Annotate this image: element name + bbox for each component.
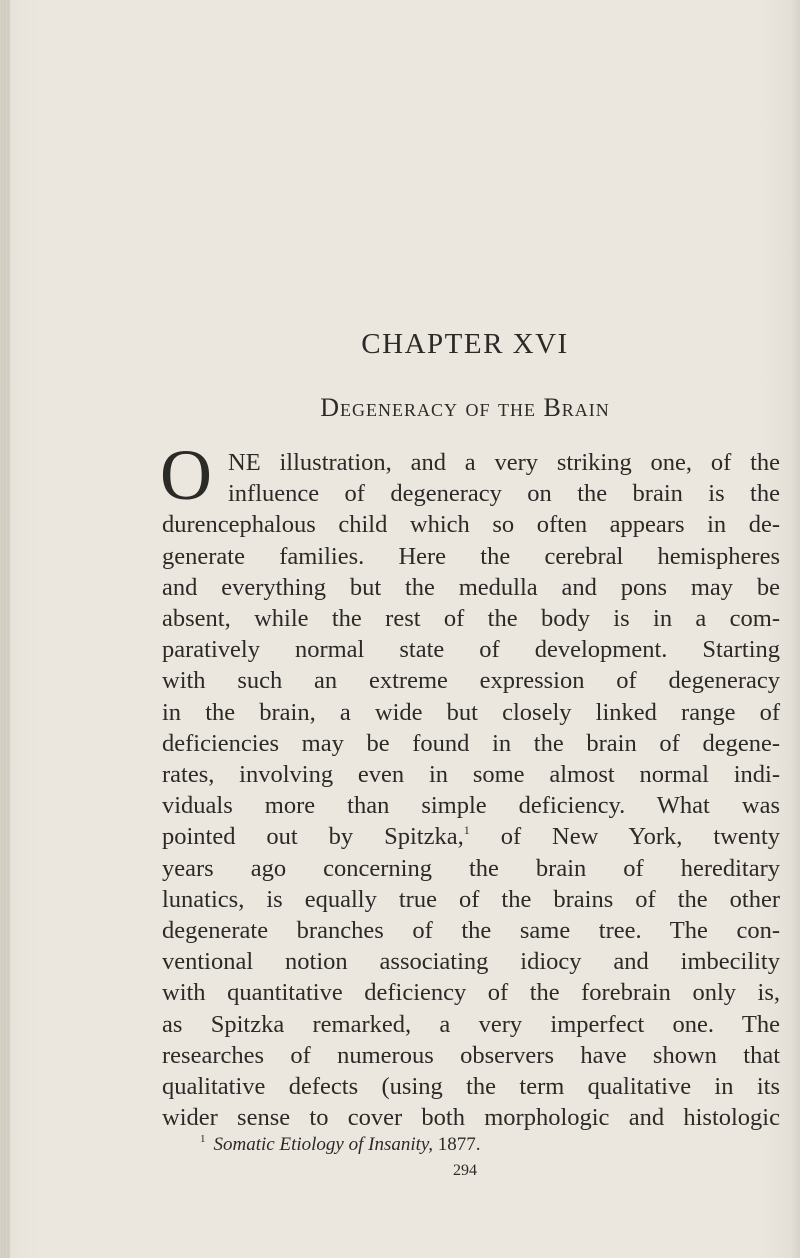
text-line: NE illustration, and a very striking one, of the (228, 449, 780, 476)
text-line: rates, involving even in some almost normal indi- (162, 761, 780, 789)
text-line: influence of degeneracy on the brain is the (228, 480, 780, 508)
text-line: as Spitzka remarked, a very imperfect one. The (162, 1010, 780, 1038)
section-title: Degeneracy of the Brain (320, 393, 610, 422)
text-line: lunatics, is equally true of the brains of the other (162, 885, 780, 913)
text-line: pointed out by Spitzka,$^1$ of New York, twenty (162, 823, 781, 851)
drop-cap: O (160, 435, 212, 515)
book-gutter (0, 0, 10, 1258)
body-paragraph (162, 447, 780, 1133)
text-line: generate families. Here the cerebral hemispheres (162, 542, 780, 570)
footnote-year: 1877. (437, 1134, 481, 1155)
text-line: and everything but the medulla and pons may be (162, 573, 780, 601)
footnote-reference: 1 (463, 823, 470, 838)
text-line: researches of numerous observers have shown that (162, 1041, 780, 1069)
text-line: in the brain, a wide but closely linked range of (162, 698, 780, 726)
text-line: degenerate branches of the same tree. The con- (162, 917, 780, 945)
text-line: years ago concerning the brain of hereditary (162, 854, 780, 882)
footnote-title: Somatic Etiology of Insanity, (213, 1134, 434, 1155)
text-line: with such an extreme expression of degeneracy (162, 667, 780, 695)
text-line: absent, while the rest of the body is in a com- (162, 605, 780, 633)
text-line: wider sense to cover both morphologic and histologic (162, 1104, 780, 1132)
page-number: 294 (453, 1162, 477, 1179)
text-line: paratively normal state of development. Starting (162, 636, 780, 664)
footnote (200, 1133, 481, 1156)
first-word-rest: NE (228, 449, 261, 476)
footnote-mark: 1 (200, 1133, 206, 1145)
text-line: with quantitative deficiency of the forebrain only is, (162, 979, 780, 1007)
chapter-title: CHAPTER XVI (361, 328, 569, 360)
text-line: deficiencies may be found in the brain of degene- (162, 729, 780, 757)
text-line: durencephalous child which so often appears in de- (162, 511, 780, 539)
text-line: ventional notion associating idiocy and imbecility (162, 948, 780, 976)
text-line: viduals more than simple deficiency. What was (162, 792, 780, 820)
text-line: qualitative defects (using the term qualitative in its (162, 1073, 780, 1101)
